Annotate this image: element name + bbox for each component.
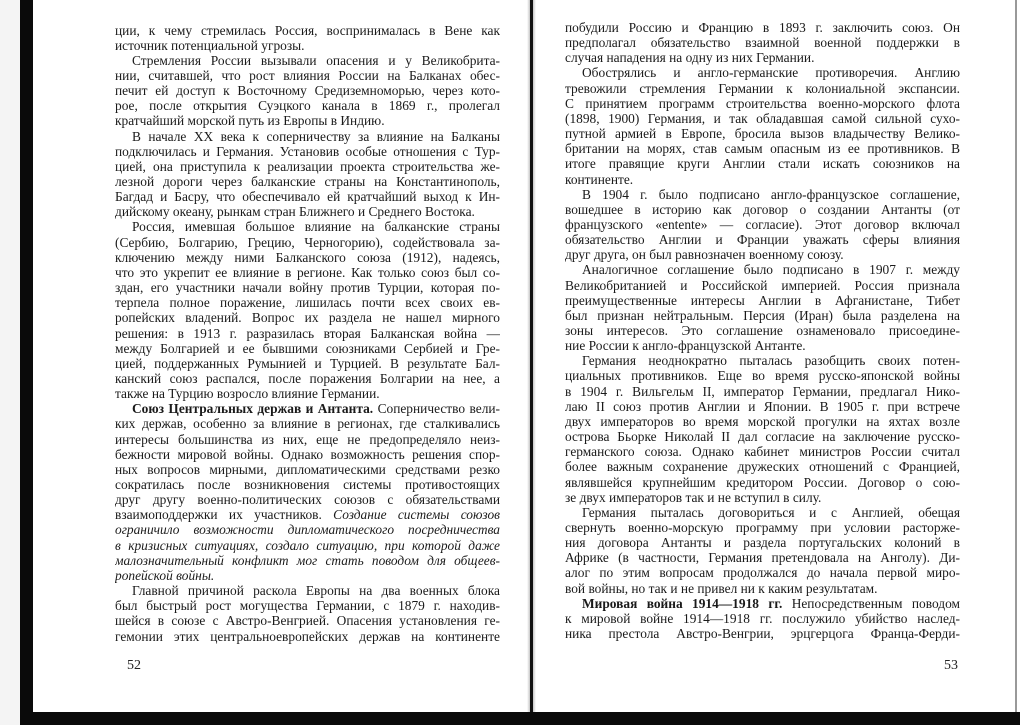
scan-edge-right: [1015, 0, 1017, 712]
text-line: [565, 338, 960, 353]
body-text: ких держав, особенно за влияние в регионах, где сталкивались: [115, 416, 500, 432]
text-line: [115, 23, 500, 38]
body-text: континенте.: [565, 171, 634, 187]
body-text: между Болгарией и ее бывшими союзниками Сербией и Гре-: [115, 340, 500, 356]
body-text: ния договора Антанты и раздела португальских колоний в: [565, 535, 960, 551]
text-line: [115, 144, 500, 159]
body-text: терпела полное поражение, лишилась почти всех своих ев-: [115, 295, 500, 311]
text-line: [565, 475, 960, 490]
text-line: [565, 156, 960, 171]
text-line: [565, 262, 960, 277]
text-line: [565, 247, 960, 262]
body-text: путной армией в Европе, бросила вызов владычеству Велико-: [565, 126, 960, 142]
body-text: решения: в 1913 г. разразилась вторая Балканская война —: [115, 325, 500, 341]
text-line: [115, 538, 500, 553]
text-line: [115, 553, 500, 568]
body-text: Аналогичное соглашение было подписано в 1907 г. между: [582, 262, 960, 278]
body-text: вой войны, но так и не привел ни к каким результатам.: [565, 580, 878, 596]
text-line: [565, 323, 960, 338]
body-text: Великобританией и Российской империей. Россия признала: [565, 277, 960, 293]
text-line: [115, 189, 500, 204]
text-line: [565, 505, 960, 520]
text-line: [565, 414, 960, 429]
text-line: [115, 204, 500, 219]
body-text: друг друга, он был равнозначен военному союзу.: [565, 247, 844, 263]
body-text: здан, его участники начали войну против Турции, которая по-: [115, 280, 500, 296]
body-text: цией, поддержанных Румынией и Турцией. В результате Бал-: [115, 355, 500, 371]
emphasis-text: ропейской войны.: [115, 567, 215, 583]
body-text: лезной дороги через балканские страны на Константинополь,: [115, 174, 500, 189]
text-line: [565, 111, 960, 126]
text-line: [115, 447, 500, 462]
book-gutter: [530, 0, 533, 712]
text-line: [115, 265, 500, 280]
text-line: [565, 50, 960, 65]
text-line: [115, 174, 500, 189]
page-number: 52: [127, 658, 141, 673]
text-line: [565, 384, 960, 399]
body-text: взаимоподдержки их участников.: [115, 507, 334, 523]
emphasis-text: малозначительный конфликт мог стать поводом для общеев-: [115, 552, 500, 568]
text-line: [115, 492, 500, 507]
text-line: [115, 219, 500, 234]
body-text: итоге правящие круги Англии стали искать союзников на: [565, 156, 960, 172]
body-text: кратчайший морской путь из Европы в Индию.: [115, 113, 385, 129]
body-text: побудили Россию и Францию в 1893 г. заключить союз. Он: [565, 20, 960, 35]
scan-edge-left: [20, 0, 33, 725]
body-text: циальных противников. Еще во время русско-японской войны: [565, 368, 960, 384]
body-text: зе двух императоров так и не вступил в силу.: [565, 489, 822, 505]
body-text: бежности мировой войны. Однако возможность решения спор-: [115, 446, 500, 462]
scan-margin: [0, 0, 20, 725]
text-line: [565, 596, 960, 611]
body-text: Россия, имевшая большое влияние на балканские страны: [132, 219, 500, 235]
text-line: [565, 232, 960, 247]
text-line: [115, 356, 500, 371]
text-line: [565, 293, 960, 308]
body-text: Соперничество вели-: [373, 401, 500, 417]
body-text: (1898, 1900) Германия, и так обладавшая самой сильной сухо-: [565, 110, 960, 126]
text-line: [565, 81, 960, 96]
body-text: являвшейся крупнейшим кредитором России. Договор о сою-: [565, 474, 960, 490]
text-line: [115, 83, 500, 98]
body-text: Обострялись и англо-германские противоречия. Англию: [582, 65, 960, 81]
text-line: [565, 217, 960, 232]
scan-edge-bottom: [30, 712, 1020, 725]
text-line: [565, 611, 960, 626]
body-text: острова Бьорке Николай II дал согласие на заключение русско-: [565, 429, 960, 445]
text-line: [115, 129, 500, 144]
body-text: сократилась после возникновения системы противостоящих: [115, 477, 500, 492]
text-line: [115, 371, 500, 386]
body-text: Стремления России вызывали опасения и у Великобрита-: [132, 52, 500, 68]
right-page: [565, 0, 960, 712]
body-text: ных вопросов мирными, дипломатическими средствами резко: [115, 461, 500, 477]
body-text: подключилась и Германия. Установив особые отношения с Тур-: [115, 143, 500, 159]
body-text: вошедшее в историю как договор о создании Антанты (от: [565, 201, 960, 217]
text-line: [115, 38, 500, 53]
text-line: [565, 353, 960, 368]
text-line: [565, 202, 960, 217]
body-text: свернуть военно-морскую программу при условии расторже-: [565, 519, 960, 535]
text-line: [115, 68, 500, 83]
text-line: [115, 386, 500, 401]
emphasis-text: ограничило возможности дипломатического посредничества: [115, 522, 500, 538]
body-text: предполагал обязательство взаимной военной поддержки в: [565, 35, 960, 51]
text-line: [565, 444, 960, 459]
text-line: [565, 278, 960, 293]
text-line: [115, 113, 500, 128]
body-text: преимущественные интересы Англии в Афганистане, Тибет: [565, 292, 960, 308]
body-text: нии, считавшей, что рост влияния России на Балканах обес-: [115, 67, 500, 83]
text-line: [565, 126, 960, 141]
text-line: [565, 20, 960, 35]
page-number: 53: [944, 658, 958, 673]
body-text: к мировой войне 1914—1918 гг. послужило убийство наслед-: [565, 610, 960, 626]
text-line: [115, 462, 500, 477]
body-text: ции, к чему стремилась Россия, воспринималась в Вене как: [115, 22, 500, 38]
text-line: [115, 53, 500, 68]
section-heading: Мировая война 1914—1918 гг.: [582, 595, 783, 611]
body-text: шейся в союзе с Австро-Венгрией. Опасения установления ге-: [115, 613, 500, 629]
body-text: обязательство Англии и Франции уважать сферы влияния: [565, 232, 960, 248]
text-line: [565, 35, 960, 50]
body-text: ника престола Австро-Венгрии, эрцгерцога Франца-Ферди-: [565, 626, 960, 641]
text-line: [115, 341, 500, 356]
text-line: [115, 326, 500, 341]
body-text: двух императоров во время морской прогулки на яхтах возле: [565, 413, 960, 429]
text-line: [115, 522, 500, 537]
text-line: [565, 308, 960, 323]
body-text: В 1904 г. было подписано англо-французское соглашение,: [582, 186, 960, 202]
text-line: [565, 550, 960, 565]
emphasis-text: Создание системы союзов: [333, 507, 500, 523]
text-line: [115, 629, 500, 644]
left-page: [115, 0, 500, 712]
body-text: тревожили стремления Германии к колониальной экспансии.: [565, 80, 960, 96]
text-line: [565, 141, 960, 156]
text-line: [115, 295, 500, 310]
body-text: французского «entente» — согласие). Этот договор включал: [565, 216, 960, 232]
section-heading: Союз Центральных держав и Антанта.: [132, 401, 374, 417]
text-line: [115, 613, 500, 628]
text-line: [565, 172, 960, 187]
text-line: [565, 565, 960, 580]
text-line: [115, 568, 500, 583]
text-line: [565, 626, 960, 641]
text-line: [565, 65, 960, 80]
body-text: алог по этим вопросам продолжался до начала первой миро-: [565, 565, 960, 581]
text-line: [115, 159, 500, 174]
body-text: цией, она приступила к реализации проекта строительства же-: [115, 158, 500, 174]
body-text: (Сербию, Болгарию, Грецию, Черногорию), содействовала за-: [115, 234, 500, 250]
body-text: интересы большинства из них, еще не предопределяло неиз-: [115, 431, 500, 447]
text-line: [565, 187, 960, 202]
body-text: канский союз распался, после поражения Болгарии на нее, а: [115, 370, 500, 386]
body-text: более важным сохранение дружеских отношений с Францией,: [565, 459, 960, 475]
body-text: Германия неоднократно пыталась разобщить своих потен-: [582, 353, 960, 369]
body-text: также на Турцию возросло влияние Германии.: [115, 386, 380, 402]
text-line: [115, 416, 500, 431]
body-text: случая нападения на одну из них Германии.: [565, 50, 815, 66]
text-line: [115, 507, 500, 522]
body-text: ропейских владений. Вопрос их раздела не нашел мирного: [115, 310, 500, 326]
text-line: [565, 520, 960, 535]
body-text: германского союза. Однако кабинет министров России считал: [565, 444, 960, 460]
text-line: [115, 477, 500, 492]
body-text: зоны интересов. Это соглашение ознаменовало присоедине-: [565, 323, 960, 338]
body-text: источник потенциальной угрозы.: [115, 37, 305, 53]
body-text: что это укрепит ее влияние в регионе. Как только союз был со-: [115, 264, 500, 280]
text-line: [565, 429, 960, 444]
body-text: в 1904 г. Вильгельм II, император Германии, предлагал Нико-: [565, 383, 960, 399]
body-text: Африке (в частности, Германия претендовала на Анголу). Ди-: [565, 550, 960, 566]
body-text: печит ей доступ к Восточному Средиземноморью, через кото-: [115, 83, 500, 99]
body-text: С принятием программ строительства военно-морского флота: [565, 95, 960, 111]
text-line: [565, 581, 960, 596]
body-text: друг другу военно-политических союзов с обязательствами: [115, 492, 500, 508]
text-line: [565, 399, 960, 414]
body-text: ние России к англо-французской Антанте.: [565, 338, 806, 354]
text-line: [115, 598, 500, 613]
body-text: лаю II союз против Англии и Японии. В 1905 г. при встрече: [565, 398, 960, 414]
text-line: [115, 583, 500, 598]
body-text: Багдад и Басру, что обеспечивало ей кратчайший выход к Ин-: [115, 189, 500, 205]
text-line: [115, 310, 500, 325]
text-line: [115, 401, 500, 416]
body-text: был быстрый рост могущества Германии, с 1879 г. находив-: [115, 598, 500, 614]
text-line: [565, 459, 960, 474]
text-line: [565, 535, 960, 550]
body-text: Германия пыталась договориться и с Англией, обещая: [582, 504, 960, 520]
body-text: Непосредственным поводом: [782, 595, 960, 611]
body-text: ключению между ними Балканского союза (1912), надеясь,: [115, 249, 500, 265]
body-text: был признан нейтральным. Персия (Иран) была разделена на: [565, 307, 960, 323]
text-line: [565, 96, 960, 111]
body-text: дийскому океану, рынкам стран Ближнего и Среднего Востока.: [115, 204, 475, 220]
body-text: британии на морях, став самым опасным из ее противников. В: [565, 141, 960, 157]
text-line: [115, 250, 500, 265]
body-text: В начале XX века к соперничеству за влияние на Балканы: [132, 128, 500, 144]
text-line: [565, 368, 960, 383]
text-line: [115, 98, 500, 113]
text-line: [565, 490, 960, 505]
body-text: рое, после открытия Суэцкого канала в 1869 г., пролегал: [115, 98, 500, 114]
text-line: [115, 432, 500, 447]
text-line: [115, 280, 500, 295]
body-text: гемонии этих центральноевропейских держав на континенте: [115, 628, 500, 644]
body-text: Главной причиной раскола Европы на два военных блока: [132, 583, 500, 599]
emphasis-text: в кризисных ситуациях, создало ситуацию, при которой даже: [115, 537, 500, 553]
text-line: [115, 235, 500, 250]
